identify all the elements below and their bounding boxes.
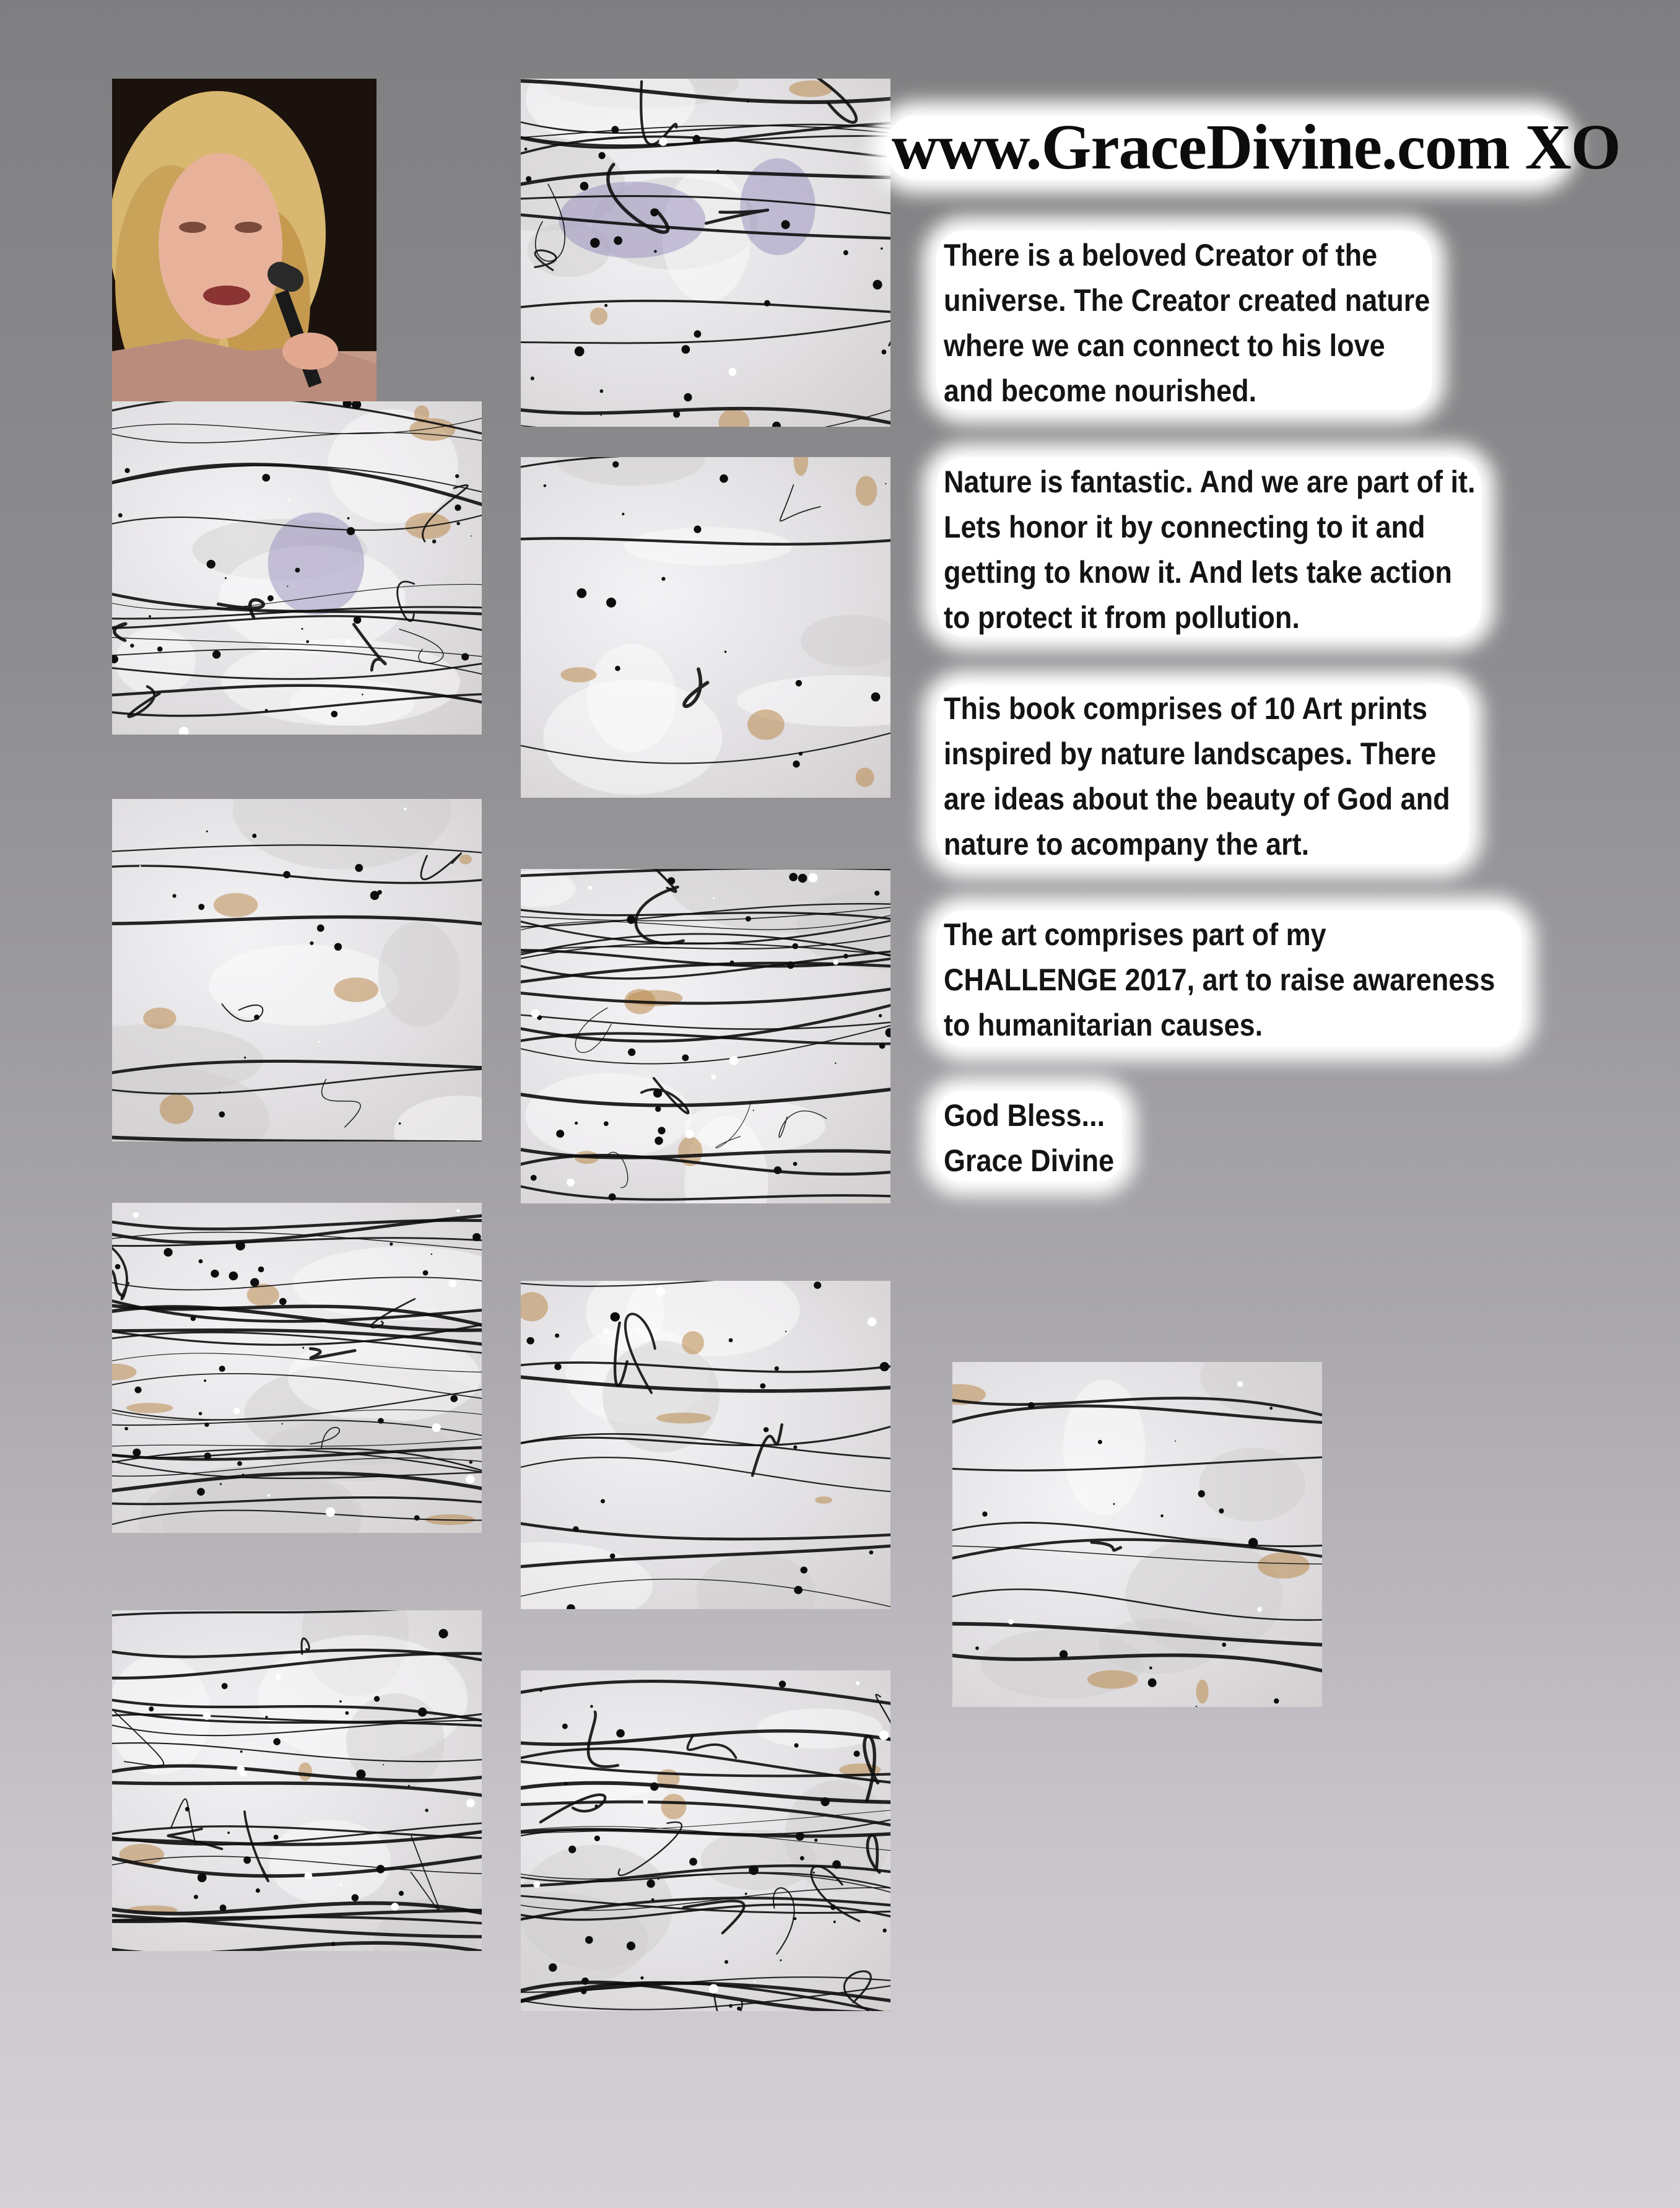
art-print-1: [112, 401, 482, 735]
paragraph-line: to protect it from pollution.: [944, 600, 1300, 635]
art-print-10: [952, 1362, 1322, 1707]
paragraph-line: are ideas about the beauty of God and: [944, 782, 1450, 816]
paragraph-line: inspired by nature landscapes. There: [944, 736, 1437, 771]
art-print-2: [112, 799, 482, 1141]
art-print-4: [112, 1610, 482, 1951]
art-print-9: [521, 1670, 890, 2011]
artist-portrait-photo: [112, 79, 376, 403]
art-print-6-painting: [521, 457, 890, 798]
intro-paragraph-nature: [944, 460, 1476, 640]
art-print-9-painting: [521, 1670, 890, 2011]
art-print-10-painting: [952, 1362, 1322, 1707]
paragraph-line: Nature is fantastic. And we are part of it.: [944, 465, 1476, 499]
site-title: www.GraceDivine.com XO: [892, 111, 1621, 183]
closing-signature: [944, 1093, 1462, 1184]
art-print-6: [521, 457, 890, 798]
paragraph-line: and become nourished.: [944, 373, 1257, 408]
art-print-7: [521, 869, 890, 1203]
art-print-4-painting: [112, 1610, 482, 1951]
paragraph-line: universe. The Creator created nature: [944, 283, 1430, 318]
paragraph-line: CHALLENGE 2017, art to raise awareness: [944, 962, 1495, 997]
art-print-7-painting: [521, 869, 890, 1203]
art-print-8: [521, 1281, 890, 1609]
art-print-5-painting: [521, 79, 890, 427]
intro-paragraph-creator: [944, 233, 1462, 414]
paragraph-line: nature to acompany the art.: [944, 827, 1310, 862]
paragraph-line: This book comprises of 10 Art prints: [944, 691, 1427, 726]
closing-blessing: God Bless...: [944, 1098, 1105, 1133]
art-print-3-painting: [112, 1203, 482, 1533]
paragraph-line: where we can connect to his love: [944, 328, 1385, 363]
art-print-5: [521, 79, 890, 427]
paragraph-line: The art comprises part of my: [944, 917, 1326, 952]
paragraph-line: to humanitarian causes.: [944, 1008, 1263, 1042]
signature-name: Grace Divine: [944, 1143, 1115, 1178]
intro-paragraph-challenge: [944, 912, 1495, 1048]
paragraph-line: There is a beloved Creator of the: [944, 238, 1378, 273]
art-print-2-painting: [112, 799, 482, 1141]
art-print-8-painting: [521, 1281, 890, 1609]
portrait-illustration: [112, 79, 376, 403]
paragraph-line: getting to know it. And lets take action: [944, 555, 1452, 590]
intro-paragraph-book: [944, 686, 1462, 867]
art-print-1-painting: [112, 401, 482, 735]
art-print-3: [112, 1203, 482, 1533]
paragraph-line: Lets honor it by connecting to it and: [944, 510, 1425, 544]
